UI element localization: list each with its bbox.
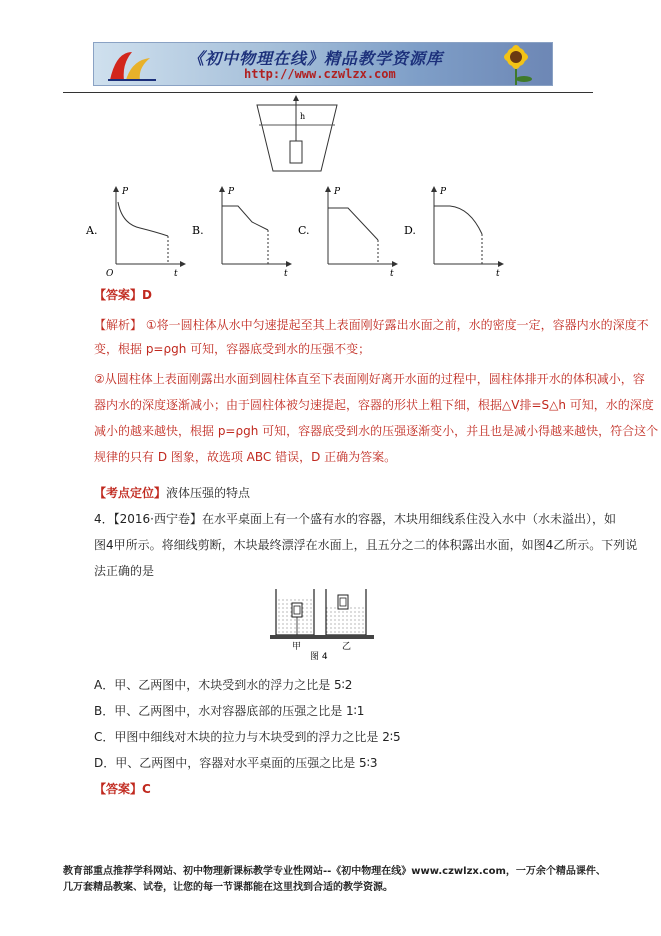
graph-option-a — [80, 184, 190, 278]
analysis-line: 减小的越来越快，根据 p=ρgh 可知，容器底受到水的压强逐渐变小，并且也是减小得越来越快，符合这个 — [94, 424, 659, 438]
axis-label-t: t — [284, 269, 288, 278]
lift-height-label: h — [300, 112, 306, 121]
analysis-line: ②从圆柱体上表面刚露出水面到圆柱体直至下表面刚好离开水面的过程中，圆柱体排开水的体积减小，容 — [94, 372, 645, 386]
figure-4 — [270, 583, 380, 661]
axis-label-p: P — [440, 187, 447, 197]
question-4-line: 4．【2016·西宁卷】在水平桌面上有一个盛有水的容器，木块用细线系住没入水中（水未溢出），如 — [94, 512, 616, 526]
banner-url: http://www.czwlzx.com — [244, 67, 396, 81]
axis-label-t: t — [174, 269, 178, 278]
footer-line-2: 几万套精品教案、试卷，让您的每一节课都能在这里找到合适的教学资源。 — [63, 882, 393, 893]
graph-option-b — [192, 184, 302, 278]
knowledge-point-label: 【考点定位】 — [94, 486, 167, 500]
option-label: A. — [86, 224, 98, 237]
axis-label-t: t — [496, 269, 500, 278]
graph-option-d — [404, 184, 514, 278]
header-banner — [93, 42, 553, 86]
graph-option-c — [298, 184, 408, 278]
option-label: D. — [404, 224, 416, 237]
option-b: B．甲、乙两图中，水对容器底部的压强之比是 1∶1 — [94, 704, 365, 718]
knowledge-point — [94, 484, 250, 502]
option-label: B. — [192, 224, 204, 237]
question-4-line: 图4甲所示。将细线剪断，木块最终漂浮在水面上，且五分之二的体积露出水面，如图4乙所示。下列说 — [94, 538, 638, 552]
option-d: D．甲、乙两图中，容器对水平桌面的压强之比是 5∶3 — [94, 756, 378, 770]
axis-label-p: P — [228, 187, 235, 197]
figure-4-label-jia: 甲 — [292, 642, 302, 652]
answer-4: 【答案】C — [94, 782, 151, 796]
footer-line-1: 教育部重点推荐学科网站、初中物理新课标教学专业性网站--《初中物理在线》www.czwlzx.com，一万余个精品课件、 — [63, 866, 606, 877]
axis-label-p: P — [122, 187, 129, 197]
knowledge-point-text: 液体压强的特点 — [166, 486, 251, 500]
figure-4-label-yi: 乙 — [342, 642, 352, 652]
axis-origin: O — [106, 269, 114, 278]
answer-1: 【答案】D — [94, 288, 152, 302]
axis-label-p: P — [334, 187, 341, 197]
analysis-line: 【解析】 ①将一圆柱体从水中匀速提起至其上表面刚好露出水面之前，水的密度一定，容器内水的深度不 — [94, 318, 649, 332]
option-label: C. — [298, 224, 310, 237]
axis-label-t: t — [390, 269, 394, 278]
analysis-line: 器内水的深度逐渐减小；由于圆柱体被匀速提起，容器的形状上粗下细，根据△V排=S△h 可知，水的深度 — [94, 398, 654, 412]
analysis-line: 变，根据 p=ρgh 可知，容器底受到水的压强不变； — [94, 342, 371, 356]
figure-4-caption: 图 4 — [310, 652, 328, 661]
question-4-line: 法正确的是 — [94, 564, 155, 578]
analysis-line: 规律的只有 D 图象，故选项 ABC 错误，D 正确为答案。 — [94, 450, 397, 464]
site-logo — [102, 46, 162, 84]
option-c: C．甲图中细线对木块的拉力与木块受到的浮力之比是 2∶5 — [94, 730, 401, 744]
header-rule — [63, 92, 593, 93]
sunflower-icon — [472, 43, 552, 86]
container-figure — [253, 95, 341, 175]
option-a: A．甲、乙两图中，木块受到水的浮力之比是 5∶2 — [94, 678, 353, 692]
banner-title: 《初中物理在线》精品教学资源库 — [188, 49, 444, 68]
